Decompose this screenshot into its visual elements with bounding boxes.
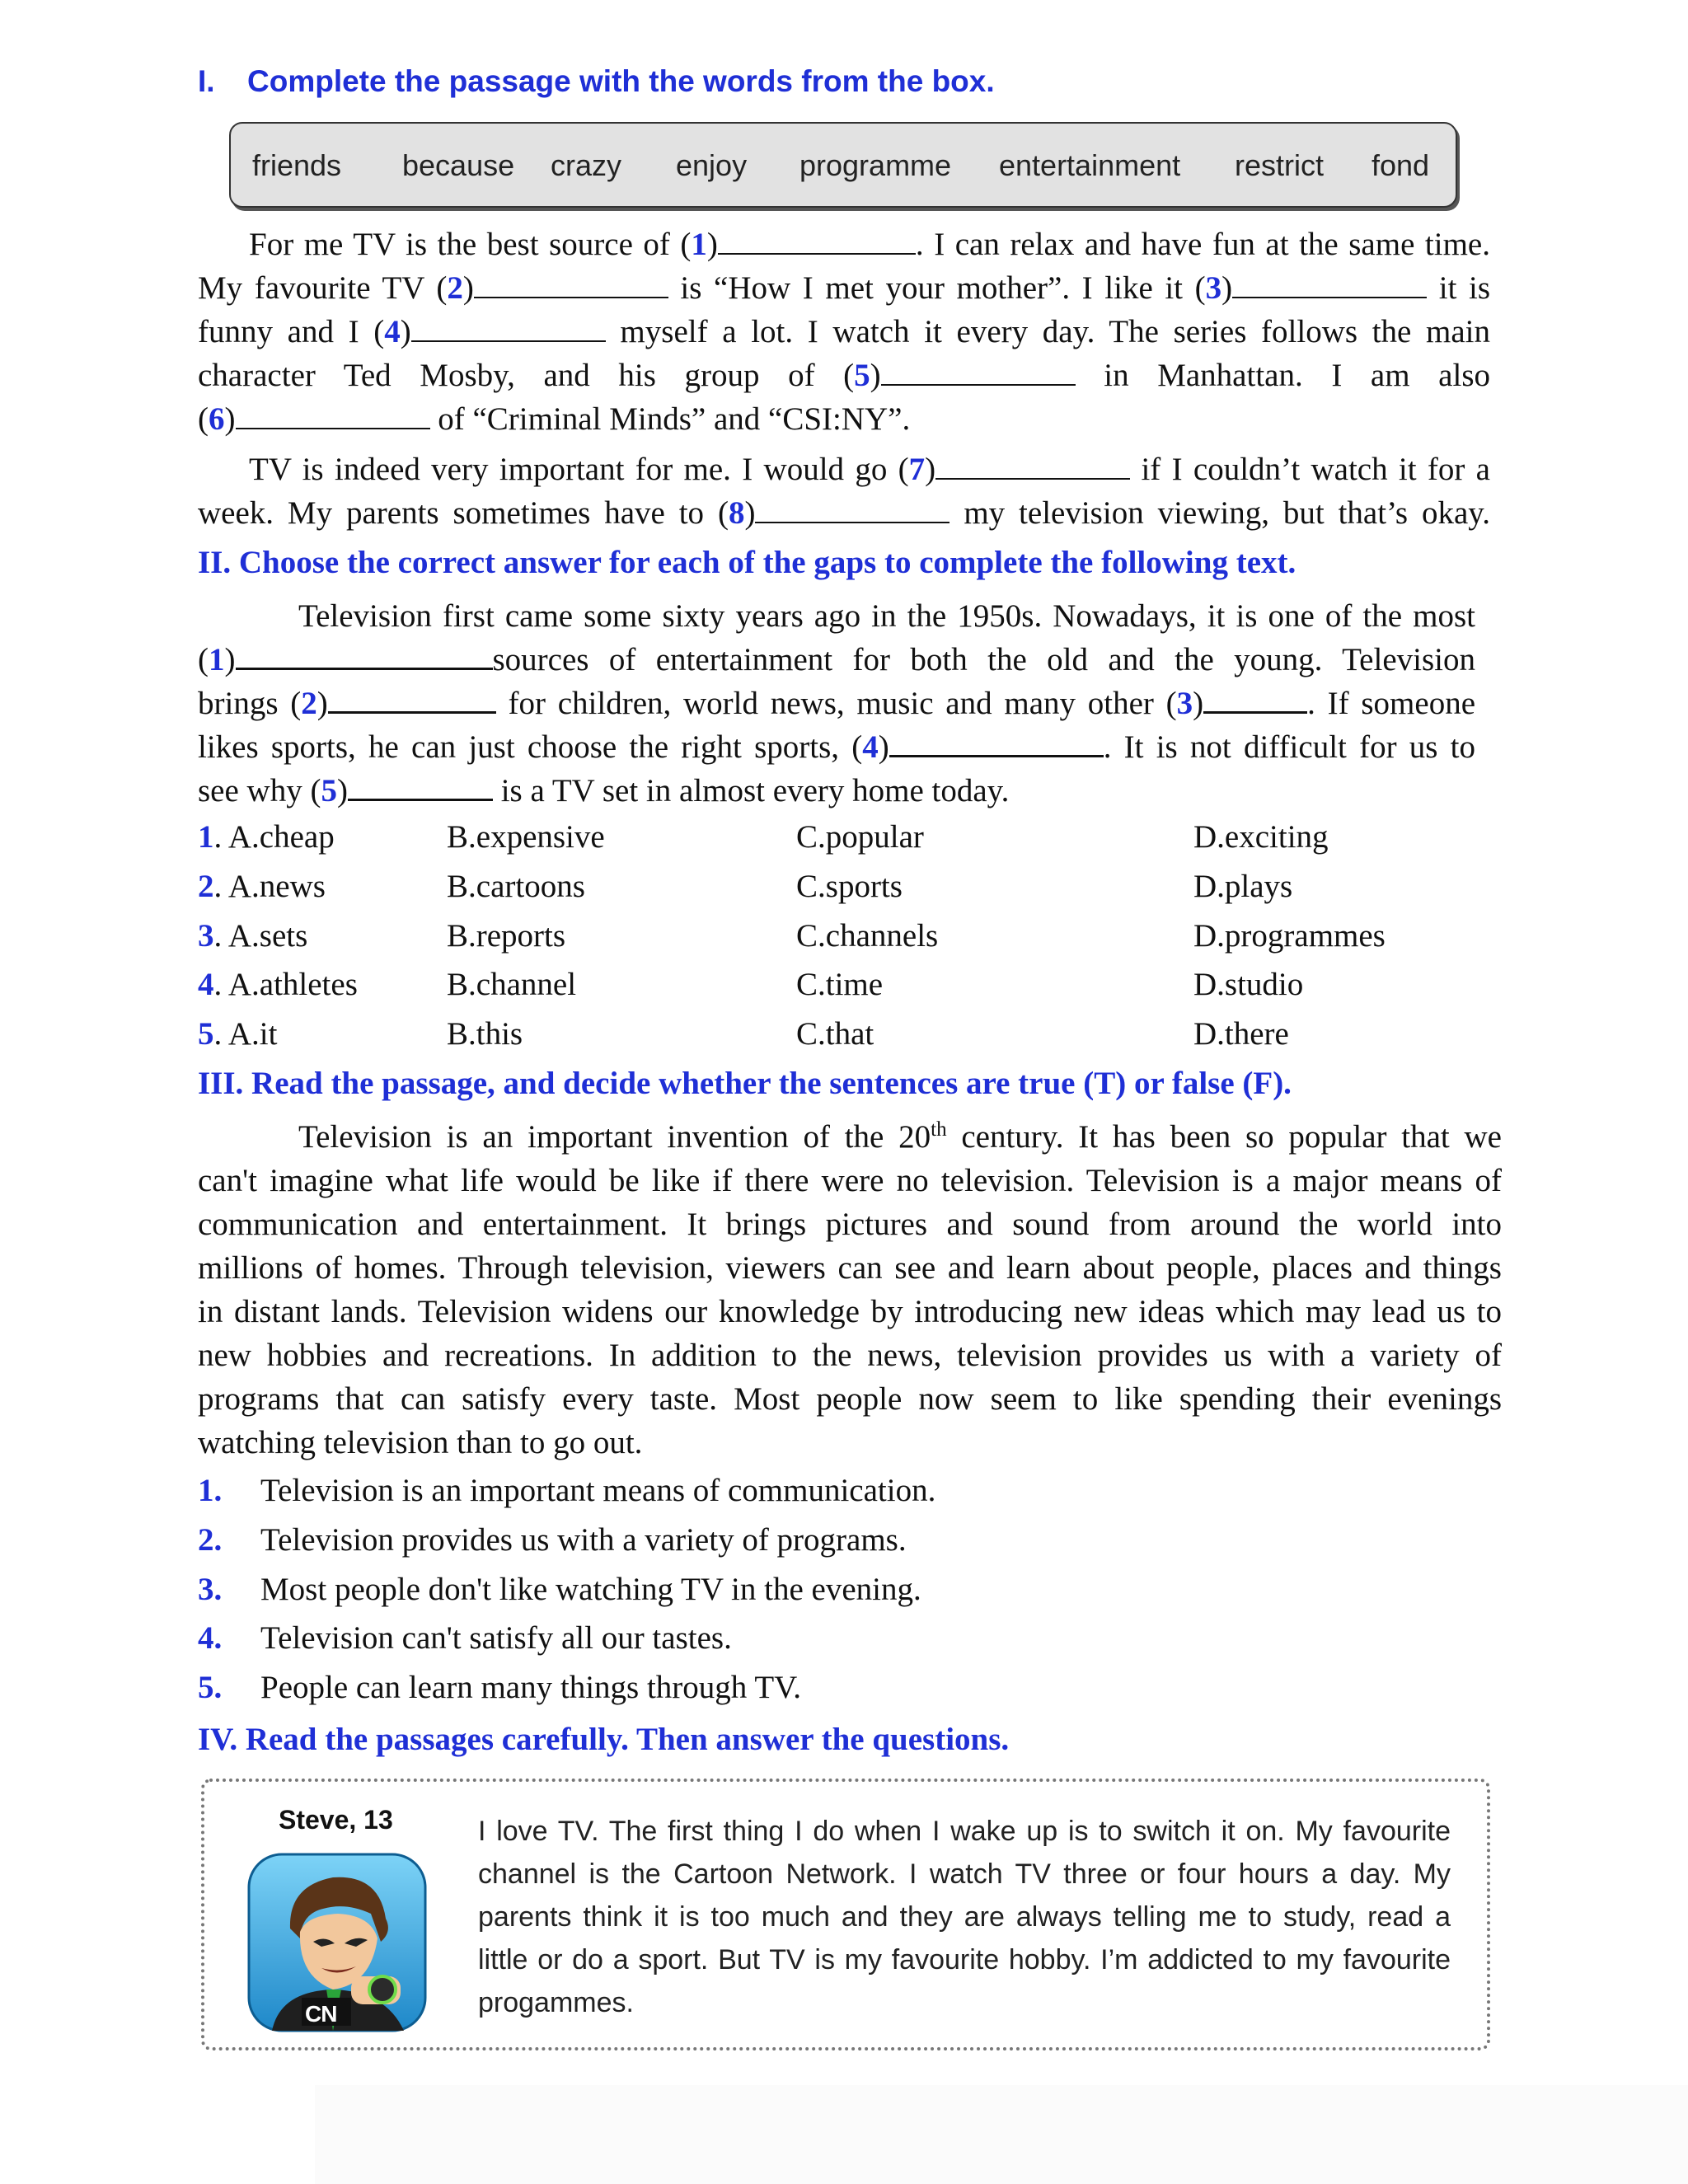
option-d[interactable]: D.programmes [1193, 918, 1386, 954]
section-3-heading: III. Read the passage, and decide whether the sentences are true (T) or false (F). [198, 1066, 1292, 1101]
option-b[interactable]: B.expensive [447, 819, 605, 855]
paragraph-line: Television is an important invention of the 20th century. It has been so popular that we [298, 1118, 1502, 1155]
answer-blank[interactable] [474, 267, 668, 298]
option-c[interactable]: C.sports [796, 869, 903, 904]
paragraph-line: in distant lands. Television widens our knowledge by introducing new ideas which may lead us to [198, 1294, 1502, 1329]
paragraph-line: funny and I (4) myself a lot. I watch it every day. The series follows the main [198, 310, 1490, 354]
answer-blank[interactable] [411, 311, 606, 342]
paragraph-line: Television first came some sixty years ago in the 1950s. Nowadays, it is one of the most [298, 598, 1475, 634]
answer-blank[interactable] [328, 682, 496, 714]
answer-blank[interactable] [1203, 682, 1307, 714]
paragraph-line: For me TV is the best source of (1) . I can relax and have fun at the same time. [198, 223, 1490, 266]
answer-blank[interactable] [935, 448, 1130, 480]
word-box-item: enjoy [676, 148, 748, 182]
avatar [247, 1853, 427, 2032]
word-box-item: programme [799, 148, 952, 182]
paragraph-line: character Ted Mosby, and his group of (5) in Manhattan. I am also [198, 354, 1490, 397]
option-b[interactable]: B.channel [447, 967, 577, 1002]
answer-blank[interactable] [1232, 267, 1427, 298]
option-a[interactable]: 1. A.cheap [198, 819, 335, 855]
section-2-heading: II. Choose the correct answer for each of the gaps to complete the following text. [198, 545, 1296, 580]
option-d[interactable]: D.exciting [1193, 819, 1329, 855]
section-1-paragraph-1 [198, 223, 1490, 441]
option-a[interactable]: 4. A.athletes [198, 967, 358, 1002]
paragraph-line: likes sports, he can just choose the right sports, (4) . It is not difficult for us to [198, 725, 1475, 769]
answer-blank[interactable] [718, 223, 916, 255]
option-d[interactable]: D.plays [1193, 869, 1293, 904]
section-3-passage [198, 1115, 1502, 1465]
page-bottom-shade [315, 2085, 1688, 2184]
option-b[interactable]: B.reports [447, 918, 566, 954]
passage-line: channel is the Cartoon Network. I watch TV three or four hours a day. My [478, 1858, 1451, 1890]
passage-line: I love TV. The first thing I do when I wake up is to switch it on. My favourite [478, 1816, 1451, 1847]
paragraph-line: millions of homes. Through television, viewers can see and learn about people, places and things [198, 1250, 1502, 1286]
paragraph-line: communication and entertainment. It brings pictures and sound from around the world into [198, 1207, 1502, 1242]
cartoon-network-character-icon [247, 1853, 427, 2032]
word-box-item: because [402, 148, 515, 182]
passage-line: progammes. [478, 1987, 634, 2018]
paragraph-line: new hobbies and recreations. In addition to the news, television provides us with a variety of [198, 1338, 1502, 1373]
options-row-3 [198, 917, 1517, 958]
option-c[interactable]: C.channels [796, 918, 939, 954]
option-c[interactable]: C.popular [796, 819, 924, 855]
passage-line: little or do a sport. But TV is my favourite hobby. I’m addicted to my favourite [478, 1944, 1451, 1975]
option-b[interactable]: B.cartoons [447, 869, 585, 904]
answer-blank[interactable] [236, 398, 430, 429]
section-1-paragraph-2 [198, 448, 1490, 535]
answer-blank[interactable] [755, 492, 950, 523]
option-a[interactable]: 3. A.sets [198, 918, 308, 954]
answer-blank[interactable] [881, 354, 1076, 386]
paragraph-line: My favourite TV (2) is “How I met your mother”. I like it (3) it is [198, 266, 1490, 310]
section-1-roman: I. [198, 64, 215, 98]
answer-blank[interactable] [889, 725, 1104, 757]
paragraph-line: brings (2) for children, world news, music and many other (3) . If someone [198, 682, 1475, 725]
option-c[interactable]: C.time [796, 967, 884, 1002]
option-c[interactable]: C.that [796, 1016, 874, 1052]
section-1-heading-text: Complete the passage with the words from the box. [247, 64, 995, 98]
word-box-item: restrict [1235, 148, 1324, 182]
paragraph-line: programs that can satisfy every taste. Most people now seem to like spending their evenings [198, 1381, 1502, 1417]
option-a[interactable]: 2. A.news [198, 869, 326, 904]
answer-blank[interactable] [236, 638, 493, 670]
author-name: Steve, 13 [279, 1805, 393, 1835]
paragraph-line: see why (5) is a TV set in almost every home today. [198, 769, 1475, 813]
word-box [229, 122, 1457, 208]
word-box-item: entertainment [999, 148, 1181, 182]
paragraph-line: week. My parents sometimes have to (8) my television viewing, but that’s okay. [198, 491, 1490, 535]
passage-line: parents think it is too much and they are always telling me to study, read a [478, 1901, 1451, 1933]
option-b[interactable]: B.this [447, 1016, 523, 1052]
paragraph-line: (6) of “Criminal Minds” and “CSI:NY”. [198, 397, 1490, 441]
options-row-5 [198, 1015, 1517, 1057]
word-box-item: crazy [551, 148, 622, 182]
worksheet-page: I. Complete the passage with the words from the box. friends because crazy enjoy programme entertainment restrict fond For me TV is the best source of (1) . I can relax and have fun at the same time. My favourite TV (2) is “How I met your mother”. I like it (3) it is funny and I (4) myself a lot. I watch it every day. The series follows the main character Ted Mosby, and his group of (5) in Manhattan. I am also (6) of “Criminal Minds” and “CSI:NY”. TV is indeed very important for me. I would go (7) if I couldn’t watch it for a week. My parents sometimes have to (8) my television viewing, but that’s okay. II. Choose the correct answer for each of the gaps to complete the following text. Television first came some sixty years ago in the 1950s. Nowadays, it is one of the most (1) sources of entertainment for both the old and the young. Television brings (2) for children, world news, music and many other (3) . If someone likes sports, he can just choose the right sports, (4) . It is not difficult for us to see why (5) is a TV set in almost every home today. 1. A.cheap B.expensive C.popular D.exciting 2. A.news B.cartoons C.sports D.plays 3. A.sets B.reports C.channels D.programmes 4. A.athletes B.channel C.time D.studio 5. A.it B.this C.that D.there III. Read the passage, and decide whether the sentences are true (T) or false (F). Television is an important invention of the 20th century. It has been so popular that we can't imagine what life would be like if there were no television. Television is a major means of communication and entertainment. It brings pictures and sound from around the world into millions of homes. Through television, viewers can see and learn about people, places and things in distant lands. Television widens our knowledge by introducing new ideas which may lead us to new hobbies and recreations. In addition to the news, television provides us with a variety of programs that can satisfy every taste. Most people now seem to like spending their evenings watching television than to go out. 1. Television is an important means of communication. 2. Television provides us with a variety of programs. 3. Most people don't like watching TV in the evening. 4. Television can't satisfy all our tastes. 5. People can learn many things through TV. IV. Read the passages carefully. Then answer the questions. Steve, 13 CN I love TV. The first thing I do when I wake up is to switch it on. My favourite channel is the Cartoon Network. I watch TV three or four hours a day. My parents think it is too much and they are always telling me to study, read a little or do a sport. But TV is my favourite hobby. I’m addicted to my favourite progammes. [0, 0, 1688, 2184]
section-4-heading: IV. Read the passages carefully. Then answer the questions. [198, 1722, 1010, 1757]
option-a[interactable]: 5. A.it [198, 1016, 278, 1052]
section-2-paragraph [198, 594, 1475, 813]
option-d[interactable]: D.studio [1193, 967, 1304, 1002]
section-1-heading [198, 64, 995, 99]
word-box-item: friends [252, 148, 342, 182]
cn-logo: CN [305, 2001, 337, 2027]
answer-blank[interactable] [348, 769, 493, 801]
reading-passage [478, 1810, 1451, 2024]
options-row-1 [198, 818, 1517, 860]
options-row-2 [198, 868, 1517, 909]
paragraph-line: (1) sources of entertainment for both the old and the young. Television [198, 638, 1475, 682]
paragraph-line: TV is indeed very important for me. I would go (7) if I couldn’t watch it for a [198, 448, 1490, 491]
paragraph-line: can't imagine what life would be like if there were no television. Television is a major means of [198, 1163, 1502, 1198]
paragraph-line: watching television than to go out. [198, 1425, 643, 1460]
word-box-item: fond [1372, 148, 1430, 182]
options-row-4 [198, 966, 1517, 1007]
option-d[interactable]: D.there [1193, 1016, 1289, 1052]
